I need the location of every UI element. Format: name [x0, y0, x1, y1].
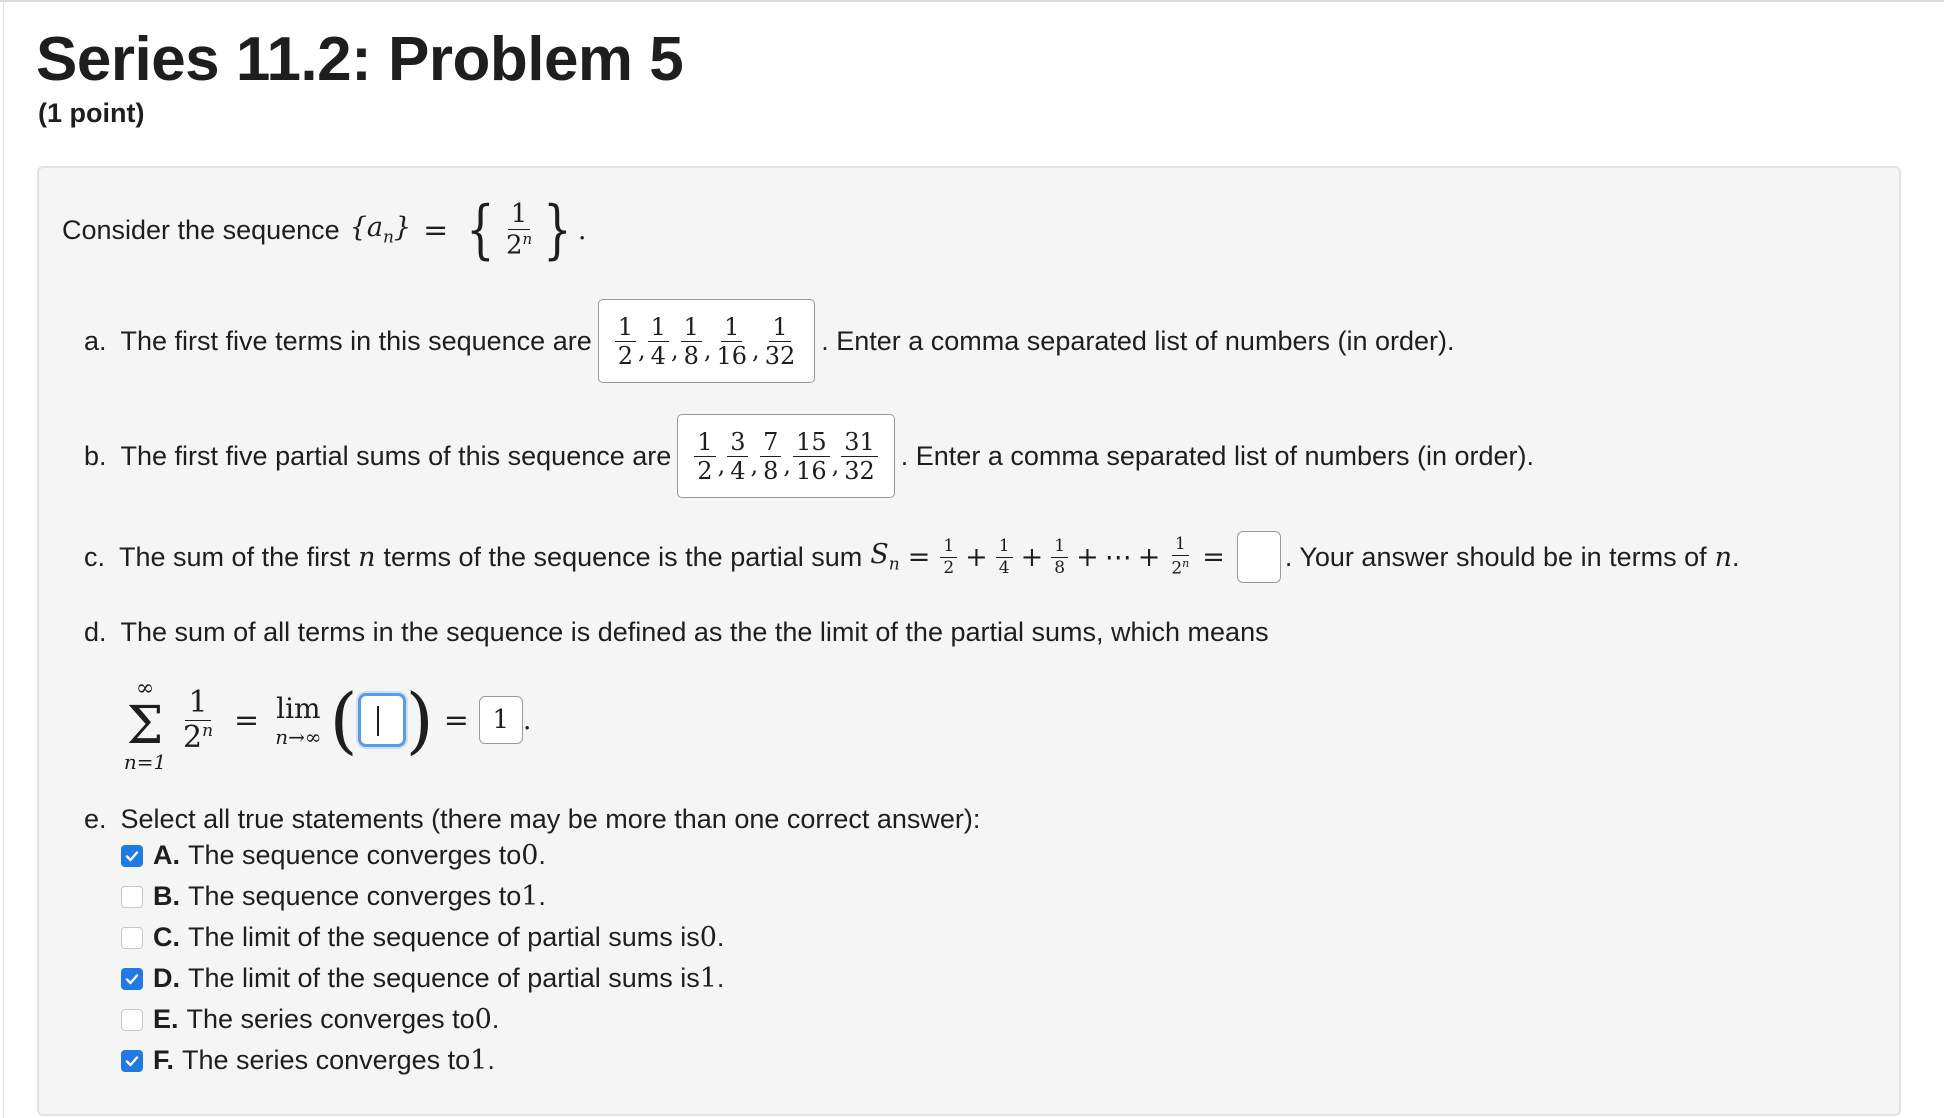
part-d-eq1: = — [234, 702, 260, 738]
part-a-term-3: $\frac{1}{8}$ — [681, 315, 702, 368]
option-letter: C. — [153, 922, 180, 952]
paren-open: ( — [329, 678, 358, 762]
part-b-term-4: $\frac{15}{16}$ — [793, 430, 830, 483]
option-b[interactable] — [121, 881, 546, 912]
part-b-text: The first five partial sums of this sequence are — [120, 440, 672, 471]
intro-seq: $\{a_n\}$ — [349, 212, 412, 248]
dots: ⋯ — [1104, 541, 1132, 573]
intro-line: Consider the sequence $\{a_n\}$ = { $\frac{1}{2^n}$ } . — [62, 193, 587, 267]
option-value: 0 — [474, 1004, 492, 1035]
option-text: The sequence converges to — [188, 840, 522, 870]
part-e-text: Select all true statements (there may be more than one correct answer): — [120, 803, 981, 834]
part-d — [84, 612, 1269, 652]
part-b-comma: , — [717, 451, 726, 479]
option-e[interactable] — [121, 1004, 499, 1035]
intro-fraction: $\frac{1}{2^n}$ — [505, 199, 533, 261]
part-c-instructions: . Your answer should be in terms of — [1284, 541, 1707, 572]
part-c-frac4: $\frac{1}{2^n}$ — [1171, 534, 1190, 579]
part-c-answer-input[interactable] — [1237, 531, 1281, 583]
option-f[interactable] — [121, 1045, 495, 1076]
part-b — [84, 413, 1534, 499]
part-a-comma: , — [638, 336, 646, 364]
option-period: . — [491, 1004, 500, 1034]
part-b-term-3: $\frac{7}{8}$ — [760, 430, 781, 483]
part-c-label: c. — [84, 541, 106, 572]
option-period: . — [487, 1045, 495, 1075]
part-d-formula — [178, 680, 531, 760]
limit: lim n→∞ — [275, 691, 322, 749]
option-value: 1 — [521, 881, 539, 912]
part-b-term-2: $\frac{3}{4}$ — [727, 430, 748, 483]
part-c — [84, 528, 1740, 586]
part-b-term-5: $\frac{31}{32}$ — [841, 430, 878, 483]
option-period: . — [716, 922, 725, 952]
part-c-Sn: $S_n$ — [870, 539, 900, 575]
part-c-text2: terms of the sequence is the partial sum — [383, 541, 863, 572]
part-d-eq2: = — [443, 702, 469, 738]
plus-2: + — [1020, 541, 1044, 573]
sigma-symbol: ∞ Σ n=1 — [123, 676, 167, 774]
part-d-fraction: $\frac{1}{2^n}$ — [183, 684, 214, 755]
checkbox-f[interactable] — [121, 1050, 143, 1072]
part-c-text1: The sum of the first — [119, 541, 351, 572]
option-value: 1 — [699, 963, 717, 994]
part-e — [84, 799, 980, 839]
part-c-n2: n — [1714, 541, 1732, 573]
part-a-answer[interactable] — [598, 299, 816, 383]
page-title: Series 11.2: Problem 5 — [36, 25, 684, 94]
part-c-eq2: = — [1202, 541, 1225, 573]
option-period: . — [538, 881, 546, 911]
text-cursor — [377, 706, 379, 736]
part-b-term-1: $\frac{1}{2}$ — [694, 430, 715, 483]
intro-text: Consider the sequence — [62, 214, 340, 245]
option-letter: E. — [153, 1004, 179, 1034]
series-answer[interactable]: 1 — [479, 696, 523, 744]
option-text: The series converges to — [182, 1045, 471, 1075]
part-c-frac3: $\frac{1}{8}$ — [1051, 538, 1068, 577]
option-value: 0 — [699, 922, 717, 953]
intro-equals: = — [423, 212, 449, 248]
option-value: 0 — [521, 840, 539, 871]
part-b-answer[interactable] — [677, 414, 895, 498]
part-c-frac1: $\frac{1}{2}$ — [940, 538, 957, 577]
top-border — [0, 0, 1944, 2]
part-c-period: . — [1732, 541, 1740, 572]
option-text: The sequence converges to — [188, 881, 522, 911]
part-a-label: a. — [84, 325, 107, 356]
checkbox-d[interactable] — [121, 968, 143, 990]
left-border — [3, 0, 4, 1118]
part-b-comma: , — [783, 451, 792, 479]
part-c-n: n — [358, 541, 376, 573]
part-a-comma: , — [752, 336, 760, 364]
part-c-frac2: $\frac{1}{4}$ — [996, 538, 1013, 577]
part-a-text: The first five terms in this sequence are — [120, 325, 592, 356]
checkbox-a[interactable] — [121, 845, 143, 867]
part-b-label: b. — [84, 440, 107, 471]
part-a-term-2: $\frac{1}{4}$ — [648, 315, 669, 368]
part-d-period: . — [522, 704, 532, 736]
option-text: The limit of the sequence of partial sums is — [188, 963, 700, 993]
checkbox-c[interactable] — [121, 927, 143, 949]
part-b-comma: , — [831, 451, 840, 479]
part-c-eq: = — [907, 541, 931, 573]
part-b-comma: , — [750, 451, 759, 479]
part-a-instructions: . Enter a comma separated list of numbers (in order). — [821, 325, 1455, 356]
plus-3: + — [1076, 541, 1099, 573]
part-a — [84, 298, 1455, 384]
paren-close: ) — [405, 678, 434, 762]
part-d-label: d. — [84, 616, 107, 647]
brace-open: { — [466, 193, 495, 267]
option-letter: D. — [153, 963, 180, 993]
option-c[interactable] — [121, 922, 724, 953]
option-value: 1 — [470, 1045, 488, 1076]
option-period: . — [538, 840, 546, 870]
option-text: The limit of the sequence of partial sums is — [188, 922, 700, 952]
part-a-term-1: $\frac{1}{2}$ — [615, 315, 636, 368]
part-d-text: The sum of all terms in the sequence is defined as the the limit of the partial sums, which means — [120, 616, 1269, 647]
option-a[interactable] — [121, 840, 546, 871]
option-d[interactable] — [121, 963, 724, 994]
plus-1: + — [965, 541, 988, 573]
checkbox-e[interactable] — [121, 1009, 143, 1031]
option-letter: F. — [153, 1045, 175, 1075]
plus-4: + — [1137, 541, 1161, 573]
checkbox-b[interactable] — [121, 886, 143, 908]
brace-close: } — [543, 193, 572, 267]
part-e-label: e. — [84, 803, 107, 834]
option-text: The series converges to — [186, 1004, 475, 1034]
option-letter: A. — [153, 840, 180, 870]
points-label: (1 point) — [38, 98, 145, 128]
option-period: . — [716, 963, 725, 993]
part-a-comma: , — [703, 336, 712, 364]
limit-input[interactable] — [358, 693, 406, 747]
part-a-term-4: $\frac{1}{16}$ — [716, 312, 748, 370]
option-letter: B. — [153, 881, 180, 911]
part-b-instructions: . Enter a comma separated list of numbers (in order). — [900, 440, 1535, 471]
part-a-comma: , — [670, 336, 679, 364]
part-a-term-5: $\frac{1}{32}$ — [764, 312, 796, 370]
